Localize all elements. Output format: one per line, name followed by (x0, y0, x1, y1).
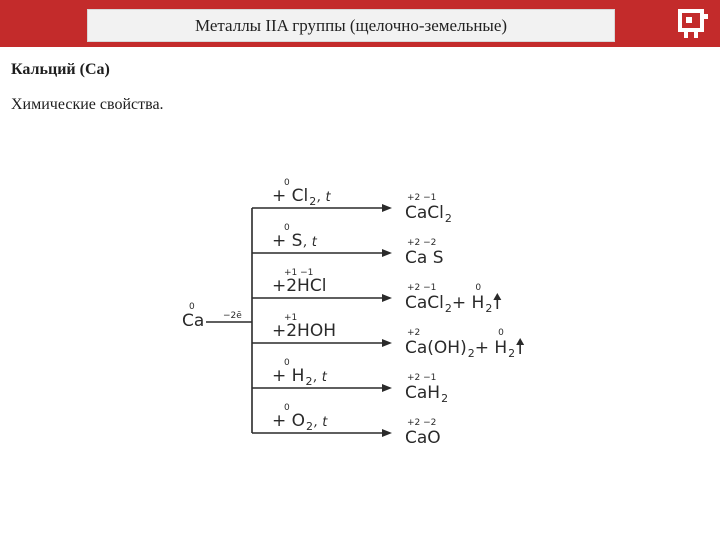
byproduct-subscript: 2 (485, 302, 493, 315)
reaction-condition: , t (313, 370, 327, 385)
byproduct-ox: 0 (498, 328, 504, 338)
byproduct-subscript: 2 (508, 347, 516, 360)
byproduct-formula: + H (474, 338, 508, 358)
electrons-label: −2ē (223, 311, 242, 321)
reactant-ox: 0 (189, 302, 195, 312)
product-ox: +2 −1 (407, 283, 437, 293)
reagent-formula: + S (272, 231, 303, 251)
product-subscript: 2 (467, 347, 475, 360)
reagent-subscript: 2 (309, 195, 317, 208)
reagent-ox: 0 (284, 358, 290, 368)
section-subheading: Химические свойства. (11, 96, 164, 113)
product-subscript: 2 (441, 392, 449, 405)
reaction-scheme (160, 160, 560, 450)
product-formula: Ca(OH) (405, 338, 467, 358)
gas-arrow-head-icon (516, 338, 524, 345)
reagent-formula: +2HOH (272, 321, 337, 341)
byproduct-ox: 0 (475, 283, 482, 293)
product-ox: +2 −1 (407, 193, 437, 203)
product-ox: +2 −2 (407, 418, 437, 428)
arrow-head-icon (382, 204, 392, 212)
byproduct-formula: + H (451, 293, 485, 313)
reaction-condition: , t (303, 235, 317, 250)
reaction-condition: , t (314, 415, 328, 430)
product-subscript: 2 (444, 302, 452, 315)
section-heading: Кальций (Ca) (11, 61, 110, 78)
slide-title: Металлы IIA группы (щелочно-земельные) (87, 9, 615, 42)
product-ox: +2 (407, 328, 421, 338)
arrow-head-icon (382, 249, 392, 257)
reagent-formula: +2HCl (272, 276, 327, 296)
reagent-formula: + H (272, 366, 305, 386)
product-formula: Ca S (405, 248, 444, 268)
arrow-head-icon (382, 384, 392, 392)
reagent-subscript: 2 (306, 420, 314, 433)
reagent-subscript: 2 (305, 375, 313, 388)
gas-arrow-head-icon (493, 293, 501, 300)
reactant-symbol: Ca (182, 311, 205, 331)
reaction-condition: , t (317, 190, 331, 205)
product-subscript: 2 (444, 212, 452, 225)
product-ox: +2 −2 (407, 238, 437, 248)
product-formula: CaH (405, 383, 441, 403)
product-formula: CaCl (405, 203, 444, 223)
reagent-formula: + O (272, 411, 306, 431)
reagent-ox: 0 (284, 178, 290, 188)
reagent-ox: +1 (284, 313, 298, 323)
product-formula: CaO (405, 428, 441, 448)
product-formula: CaCl (405, 293, 444, 313)
arrow-head-icon (382, 339, 392, 347)
product-ox: +2 −1 (407, 373, 437, 383)
reagent-formula: + Cl (272, 186, 309, 206)
reagent-ox: 0 (284, 223, 290, 233)
arrow-head-icon (382, 294, 392, 302)
reagent-ox: +1 −1 (284, 268, 314, 278)
robot-face-logo-icon (669, 2, 717, 44)
arrow-head-icon (382, 429, 392, 437)
reagent-ox: 0 (284, 403, 290, 413)
